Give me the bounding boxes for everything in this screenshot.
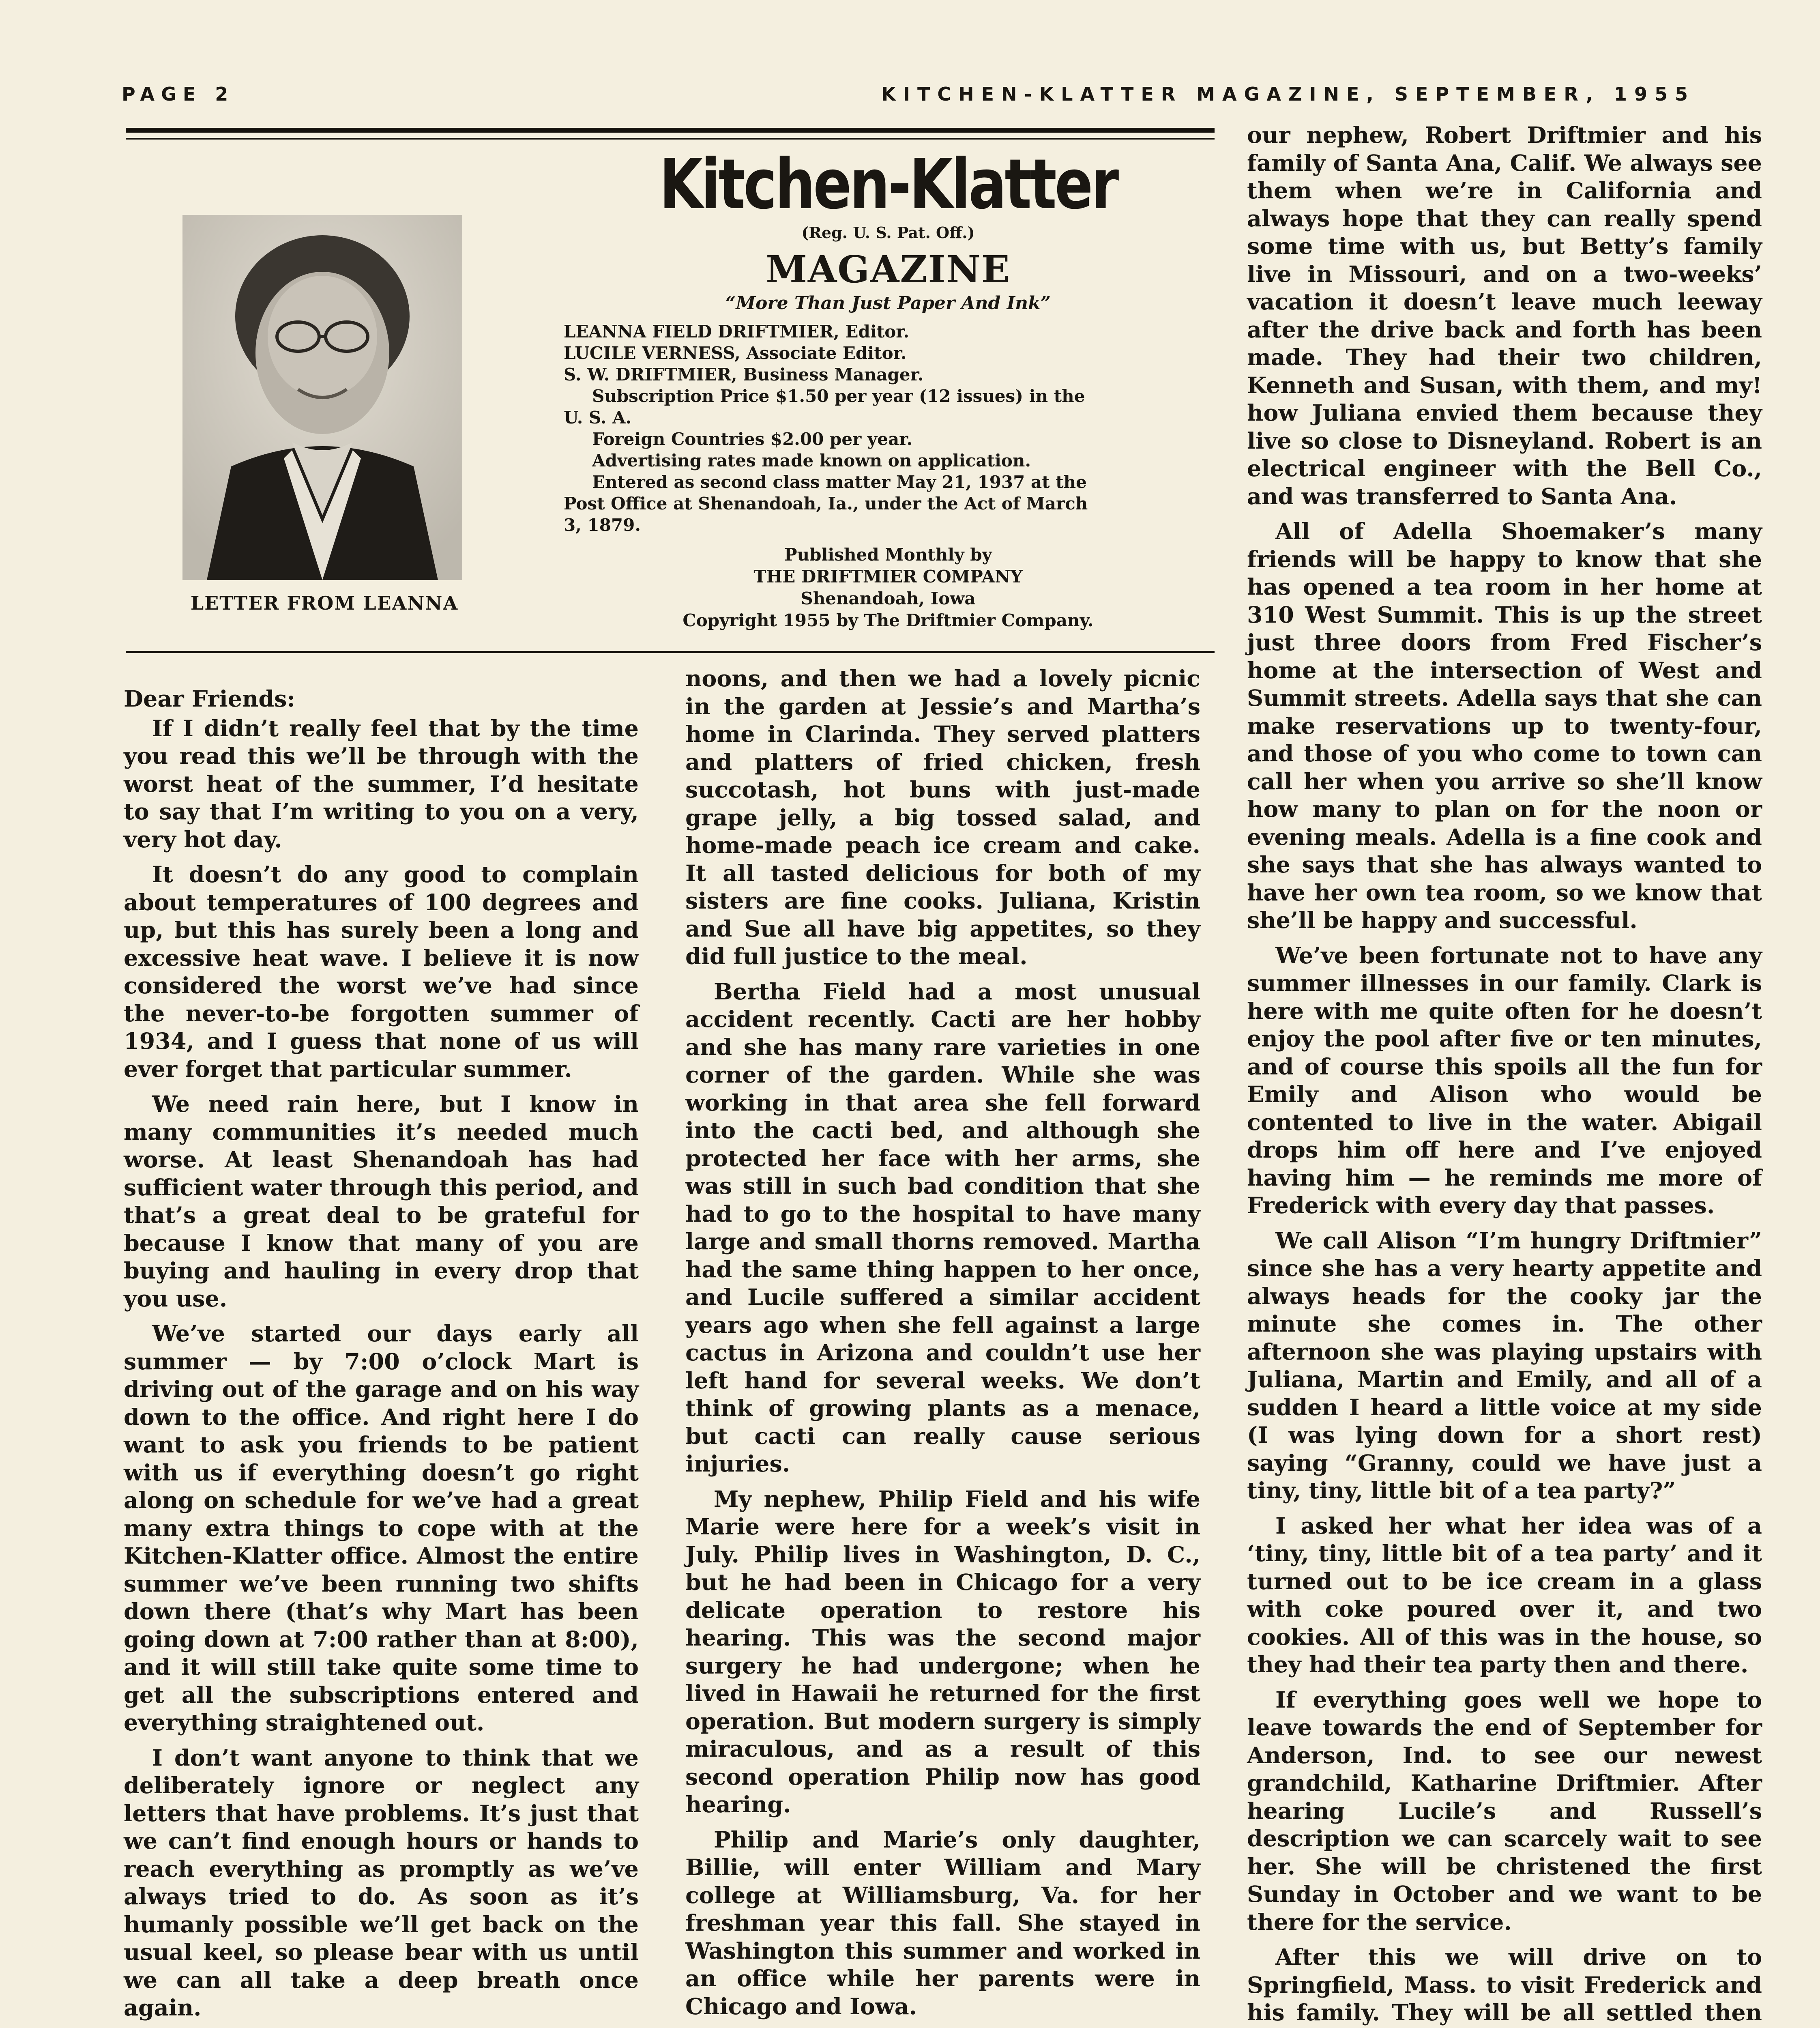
paragraph-continued: noons, and then we had a lovely picnic in the garden at Jessie’s and Martha’s home in Clarinda. They served platters and platters of fried chicken, fresh succotash, hot buns with just-made grape jelly, a big tossed salad, and home-made peach ice cream and cake. It all tasted delicious for both of my sisters are fine cooks. Juliana, Kristin and Sue all have big appetites, so they did full justice to the meal. bbox=[685, 666, 1200, 970]
paragraph: All of Adella Shoemaker’s many friends will be happy to know that she has opened a tea room in her home at 310 West Summit. This is up the street just three doors from Fred Fischer’s home at the intersection of West and Summit streets. Adella says that she can make reservations up to twenty-four, and those of you who come to town can call her when you arrive so she’ll know how many to plan on for the noon or evening meals. Adella is a fine cook and she says that she has always wanted to have her own tea room, so we know that she’ll be happy and successful. bbox=[1247, 518, 1762, 934]
subscription-line-cont: U. S. A. bbox=[564, 408, 632, 428]
foreign-price-line: Foreign Countries $2.00 per year. bbox=[592, 429, 913, 449]
paragraph: We call Alison “I’m hungry Driftmier” since she has a very hearty appetite and always heads for the cooky jar the minute she comes in. The other afternoon she was playing upstairs with Juliana, Martin and Emily, and all of a sudden I heard a little voice at my side (I was lying down for a short rest) saying “Granny, could we have just a tiny, tiny, little bit of a tea party?” bbox=[1247, 1227, 1762, 1504]
masthead-subtitle: MAGAZINE bbox=[766, 247, 1011, 291]
portrait-photo bbox=[182, 215, 462, 580]
editor-line: LEANNA FIELD DRIFTMIER, Editor. bbox=[564, 322, 910, 342]
letter-column-1 bbox=[124, 665, 639, 2028]
page-number: PAGE 2 bbox=[122, 83, 235, 105]
masthead-title: Kitchen-Klatter bbox=[659, 144, 1117, 225]
business-manager-line: S. W. DRIFTMIER, Business Manager. bbox=[564, 365, 924, 385]
paragraph: After this we will drive on to Springfield, Mass. to visit Frederick and his family. They will be all settled then bbox=[1247, 1944, 1762, 2026]
paragraph: If I didn’t really feel that by the time you read this we’ll be through with the worst heat of the summer, I’d hesitate to say that I’m writing to you on a very, very hot day. bbox=[124, 715, 639, 853]
paragraph: I don’t want anyone to think that we deliberately ignore or neglect any letters that have problems. It’s just that we can’t find enough hours or hands to reach everything as promptly as we’ve always tried to do. As soon as it’s humanly possible we’ll get back on the usual keel, so please bear with us until we can all take a deep breath once again. bbox=[124, 1744, 639, 2021]
copyright-line: Copyright 1955 by The Driftmier Company. bbox=[682, 610, 1094, 630]
entry-line: Entered as second class matter May 21, 1937 at the bbox=[592, 472, 1087, 492]
publisher-city: Shenandoah, Iowa bbox=[801, 589, 976, 608]
advertising-line: Advertising rates made known on application. bbox=[592, 451, 1031, 470]
letter-column-2 bbox=[685, 665, 1200, 2028]
header-rule-thick bbox=[126, 128, 1215, 133]
paragraph: Philip and Marie’s only daughter, Billie, will enter William and Mary college at Williamsburg, Va. for her freshman year this fall. She stayed in Washington this summer and worked in an office while her parents were in Chicago and Iowa. bbox=[685, 1826, 1200, 2020]
registered-trademark: (Reg. U. S. Pat. Off.) bbox=[801, 223, 975, 242]
subscription-line: Subscription Price $1.50 per year (12 issues) in the bbox=[592, 386, 1085, 406]
associate-editor-line: LUCILE VERNESS, Associate Editor. bbox=[564, 343, 907, 363]
letter-column-3 bbox=[1247, 122, 1762, 2028]
paragraph-continued: our nephew, Robert Driftmier and his family of Santa Ana, Calif. We always see them when we’re in California and always hope that they can really spend some time with us, but Betty’s family live in Missouri, and on a two-weeks’ vacation it doesn’t leave much leeway after the drive back and forth has been made. They had their two children, Kenneth and Susan, with them, and my! how Juliana envied them because they live so close to Disneyland. Robert is an electrical engineer with the Bell Co., and was transferred to Santa Ana. bbox=[1247, 122, 1762, 510]
entry-line-end: 3, 1879. bbox=[564, 515, 641, 535]
masthead-bottom-rule bbox=[126, 651, 1215, 653]
paragraph: Bertha Field had a most unusual accident recently. Cacti are her hobby and she has many rare varieties in one corner of the garden. While she was working in that area she fell forward into the cacti bed, and although she protected her face with her arms, she was still in such bad condition that she had to go to the hospital to have many large and small thorns removed. Martha had the same thing happen to her once, and Lucile suffered a similar accident years ago when she fell against a large cactus in Arizona and couldn’t use her left hand for several weeks. We don’t think of growing plants as a menace, but cacti can really cause serious injuries. bbox=[685, 978, 1200, 1477]
masthead-slogan: “More Than Just Paper And Ink” bbox=[725, 293, 1051, 314]
published-monthly: Published Monthly by bbox=[784, 545, 992, 565]
paragraph: My nephew, Philip Field and his wife Marie were here for a week’s visit in July. Philip lives in Washington, D. C., but he had been in Chicago for a very delicate operation to restore his hearing. This was the second major surgery he had undergone; when he lived in Hawaii he returned for the first operation. But modern surgery is simply miraculous, and as a result of this second operation Philip now has good hearing. bbox=[685, 1486, 1200, 1818]
running-header bbox=[122, 83, 1695, 112]
photo-caption: LETTER FROM LEANNA bbox=[190, 592, 459, 614]
paragraph: If everything goes well we hope to leave towards the end of September for Anderson, Ind. to see our newest grandchild, Katharine Driftmier. After hearing Lucile’s and Russell’s description we can scarcely wait to see her. She will be christened the first Sunday in October and we want to be there for the service. bbox=[1247, 1686, 1762, 1936]
salutation: Dear Friends: bbox=[124, 686, 295, 712]
magazine-date-line: KITCHEN-KLATTER MAGAZINE, SEPTEMBER, 1955 bbox=[881, 83, 1695, 105]
entry-line-cont: Post Office at Shenandoah, Ia., under the Act of March bbox=[564, 494, 1088, 513]
paragraph: I asked her what her idea was of a ‘tiny, tiny, little bit of a tea party’ and it turned out to be ice cream in a glass with coke poured over it, and two cookies. All of this was in the house, so they had their tea party then and there. bbox=[1247, 1512, 1762, 1678]
paragraph: It doesn’t do any good to complain about temperatures of 100 degrees and up, but this has surely been a long and excessive heat wave. I believe it is now considered the worst we’ve had since the never-to-be forgotten summer of 1934, and I guess that none of us will ever forget that particular summer. bbox=[124, 861, 639, 1083]
header-rule-thin bbox=[126, 138, 1215, 140]
paragraph: We need rain here, but I know in many communities it’s needed much worse. At least Shenandoah has had sufficient water through this period, and that’s a great deal to be grateful for because I know that many of you are buying and hauling in every drop that you use. bbox=[124, 1091, 639, 1312]
paragraph: We’ve been fortunate not to have any summer illnesses in our family. Clark is here with me quite often for he doesn’t enjoy the pool after five or ten minutes, and of course this spoils all the fun for Emily and Alison who would be contented to live in the water. Abigail drops him off here and I’ve enjoyed having him — he reminds me more of Frederick with every day that passes. bbox=[1247, 942, 1762, 1219]
staff-listing bbox=[564, 321, 1213, 536]
publisher-block bbox=[564, 544, 1213, 632]
publisher-name: THE DRIFTMIER COMPANY bbox=[753, 567, 1023, 586]
masthead bbox=[564, 144, 1213, 632]
paragraph: We’ve started our days early all summer — by 7:00 o’clock Mart is driving out of the garage and on his way down to the office. And right here I do want to ask you friends to be patient with us if everything doesn’t go right along on schedule for we’ve had a great many extra things to cope with at the Kitchen-Klatter office. Almost the entire summer we’ve been running two shifts down there (that’s why Mart has been going down at 7:00 rather than at 8:00), and it will still take quite some time to get all the subscriptions entered and everything straightened out. bbox=[124, 1321, 639, 1736]
